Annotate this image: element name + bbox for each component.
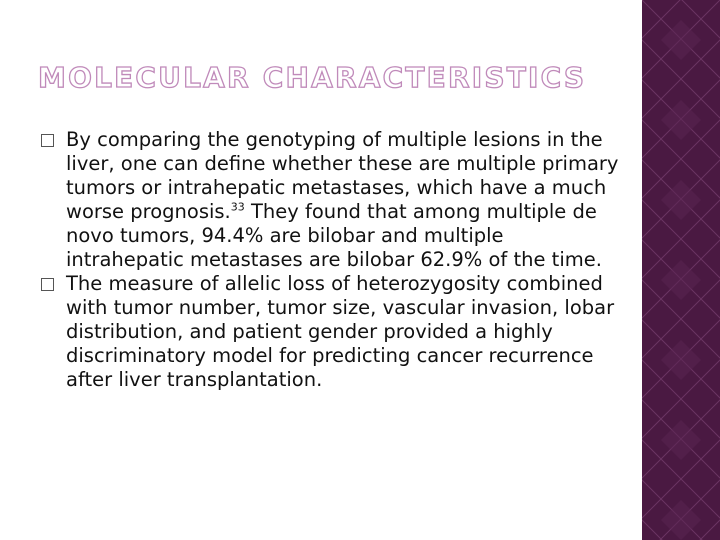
bullet-text-part-1: By comparing the genotyping of multiple lesions in the liver, one can define whether these are multiple primary tumors or intrahepatic metastases, which have a much worse prognosis. [66, 128, 619, 223]
bullet-text: The measure of allelic loss of heterozygosity combined with tumor number, tumor size, vascular invasion, lobar distribution, and patient gender provided a highly discriminatory model for predicting cancer recurrence after liver transplantation. [66, 272, 615, 391]
decorative-side-panel [642, 0, 720, 540]
bullet-item [40, 272, 620, 392]
square-bullet-icon [41, 134, 54, 147]
diamond-pattern [642, 0, 720, 540]
bullet-text-part-2: They found that among multiple de novo tumors, 94.4% are bilobar and multiple intrahepatic metastases are bilobar 62.9% of the time. [66, 200, 602, 271]
citation-superscript: 33 [230, 200, 245, 214]
bullet-item [40, 128, 620, 272]
bullet-list [40, 128, 620, 392]
square-bullet-icon [41, 278, 54, 291]
slide-title: MOLECULAR CHARACTERISTICS [38, 61, 587, 94]
